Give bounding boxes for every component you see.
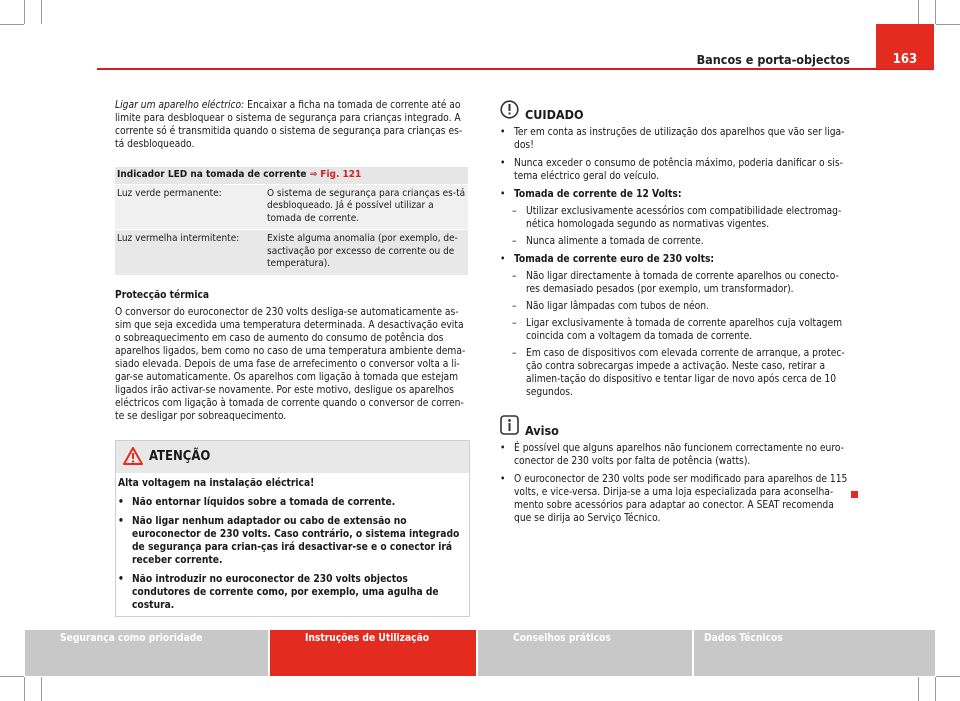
led-table-header <box>115 167 468 184</box>
caution-title: CUIDADO <box>525 107 584 122</box>
footer-tab-label: Conselhos práticos <box>513 633 611 644</box>
list-item <box>500 473 848 525</box>
warning-box <box>115 440 470 617</box>
dash-icon: – <box>512 301 517 312</box>
bullet-icon: • <box>500 443 506 454</box>
dash-icon: – <box>512 236 517 247</box>
list-item-text: Não introduzir no euroconector de 230 volts objectos condutores de corrente como, por exemplo, uma agulha de costura. <box>132 573 439 611</box>
sub-list-item <box>500 347 848 399</box>
list-item <box>500 126 848 152</box>
list-item <box>500 253 848 266</box>
right-column <box>500 97 848 525</box>
list-item-title: Tomada de corrente euro de 230 volts: <box>514 254 715 265</box>
info-note-icon <box>500 415 519 435</box>
list-item-text: É possível que alguns aparelhos não funcionem correctamente no euro-conector de 230 volts por falta de potência (watts). <box>514 443 844 467</box>
intro-text: Encaixar a ficha na tomada de corrente até ao limite para desbloquear o sistema de segurança para crianças integrado. A corrente só é transmitida quando o sistema de segurança para crianças es-tá desbloqueado. <box>115 100 463 150</box>
page-number: 163 <box>876 24 934 69</box>
list-item-text: Ter em conta as instruções de utilização dos aparelhos que vão ser liga-dos! <box>514 127 845 151</box>
footer-tab-tips[interactable] <box>478 630 692 676</box>
dash-icon: – <box>512 318 517 329</box>
bullet-icon: • <box>500 474 506 485</box>
footer-tab-instructions[interactable] <box>270 630 476 676</box>
bullet-icon: • <box>118 515 124 527</box>
sub-list-text: Não ligar directamente à tomada de corrente aparelhos ou conecto-res demasiado pesados (por exemplo, um transformador). <box>526 271 839 295</box>
dash-icon: – <box>512 348 517 359</box>
bullet-icon: • <box>500 189 506 200</box>
note-title: Aviso <box>525 423 559 438</box>
thermal-paragraph: O conversor do euroconector de 230 volts desliga-se automaticamente as-sim que seja excedida uma temperatura determinada. A desactivação evita o sobreaquecimento em caso de aumento do consumo de potência dos aparelhos ligados, bem como no caso de uma temperatura ambiente dema-siado elevada. Depois de uma fase de arrefecimento o conversor volta a li-gar-se automaticamente. Os aparelhos com ligação à tomada que estejam ligados irão activar-se novamente. Por este motivo, desligue os aparelhos eléctricos com ligação à tomada de corrente quando o conversor de corren-te se desligar por sobreaquecimento. <box>115 306 466 422</box>
sub-list-item <box>500 205 848 231</box>
warning-title: ATENÇÃO <box>149 448 211 464</box>
list-item-text: O euroconector de 230 volts pode ser modificado para aparelhos de 115 volts, e vice-versa. Dirija-se a uma loja especializada para aconselha-mento sobre acessórios para adaptar ao conector. A SEAT recomenda que se dirija ao Serviço Técnico. <box>514 474 848 524</box>
table-cell-label: Luz verde permanente: <box>115 184 265 230</box>
intro-label: Ligar um aparelho eléctrico: <box>115 100 245 111</box>
crop-mark <box>41 0 42 24</box>
list-item <box>118 515 467 567</box>
table-cell-label: Luz vermelha intermitente: <box>115 230 265 275</box>
caution-exclamation-icon <box>500 100 519 119</box>
sub-list-text: Não ligar lâmpadas com tubos de néon. <box>526 301 709 312</box>
figure-link[interactable]: ⇒ Fig. 121 <box>309 169 362 180</box>
crop-mark <box>936 24 960 25</box>
warning-header <box>116 441 469 473</box>
list-item-title: Tomada de corrente de 12 Volts: <box>514 189 682 200</box>
crop-mark <box>935 0 936 24</box>
list-item <box>500 157 848 183</box>
table-row <box>115 230 468 275</box>
footer-tab-label: Dados Técnicos <box>704 633 783 644</box>
bullet-icon: • <box>500 127 506 138</box>
footer-tab-safety[interactable] <box>25 630 268 676</box>
table-row <box>115 184 468 230</box>
crop-mark <box>936 676 960 677</box>
sub-list-text: Utilizar exclusivamente acessórios com compatibilidade electromag-nética homologada segundo as normativas vigentes. <box>526 206 842 230</box>
thermal-heading: Protecção térmica <box>115 289 210 301</box>
footer-tab-label: Instruções de Utilização <box>305 633 430 644</box>
bullet-icon: • <box>500 158 506 169</box>
list-item <box>118 573 467 612</box>
crop-mark <box>24 677 25 701</box>
list-item-text: Não ligar nenhum adaptador ou cabo de extensão no euroconector de 230 volts. Caso contrário, o sistema integrado de segurança para crian-ças irá desactivar-se e o conector irá receber corrente. <box>132 515 460 566</box>
sub-list-item <box>500 300 848 313</box>
crop-mark <box>935 677 936 701</box>
sub-list-item <box>500 317 848 343</box>
crop-mark <box>24 0 25 24</box>
table-cell-desc: Existe alguma anomalia (por exemplo, de-sactivação por excesso de corrente ou de temperatura). <box>265 230 468 275</box>
led-table-title: Indicador LED na tomada de corrente <box>117 169 307 180</box>
crop-mark <box>41 677 42 701</box>
sub-list-text: Em caso de dispositivos com elevada corrente de arranque, a protec-ção contra sobrecargas impede a activação. Neste caso, retirar a alimen-tação do dispositivo e tentar ligar de novo após cerca de 10 segundos. <box>526 348 845 398</box>
led-indicator-table <box>115 167 468 275</box>
running-header-title: Bancos e porta-objectos <box>696 52 850 67</box>
crop-mark <box>0 24 24 25</box>
crop-mark <box>918 677 919 701</box>
intro-paragraph <box>115 99 468 151</box>
warning-triangle-icon <box>123 447 143 465</box>
list-item <box>500 442 848 468</box>
warning-body <box>116 473 469 616</box>
crop-mark <box>0 676 24 677</box>
warning-lead: Alta voltagem na instalação eléctrica! <box>118 477 315 489</box>
sub-list-item <box>500 235 848 248</box>
sub-list-text: Nunca alimente a tomada de corrente. <box>526 236 704 247</box>
note-header <box>500 413 848 437</box>
bullet-icon: • <box>118 496 124 508</box>
dash-icon: – <box>512 206 517 217</box>
list-item-text: Nunca exceder o consumo de potência máximo, poderia danificar o sis-tema eléctrico geral do veículo. <box>514 158 843 182</box>
sub-list-text: Ligar exclusivamente à tomada de corrente aparelhos cuja voltagem coincida com a voltagem da tomada de corrente. <box>526 318 843 342</box>
list-item-text: Não entornar líquidos sobre a tomada de corrente. <box>132 496 396 508</box>
table-cell-desc: O sistema de segurança para crianças es-tá desbloqueado. Já é possível utilizar a tomada de corrente. <box>265 184 468 230</box>
bullet-icon: • <box>500 254 506 265</box>
footer-tab-technical-data[interactable] <box>694 630 935 676</box>
sub-list-item <box>500 270 848 296</box>
dash-icon: – <box>512 271 517 282</box>
caution-header <box>500 97 848 121</box>
list-item <box>500 188 848 201</box>
list-item <box>118 496 467 509</box>
left-column <box>115 99 468 617</box>
crop-mark <box>918 0 919 24</box>
section-end-marker <box>851 491 858 498</box>
bullet-icon: • <box>118 573 124 585</box>
footer-tab-label: Segurança como prioridade <box>60 633 203 644</box>
header-rule <box>97 68 934 70</box>
